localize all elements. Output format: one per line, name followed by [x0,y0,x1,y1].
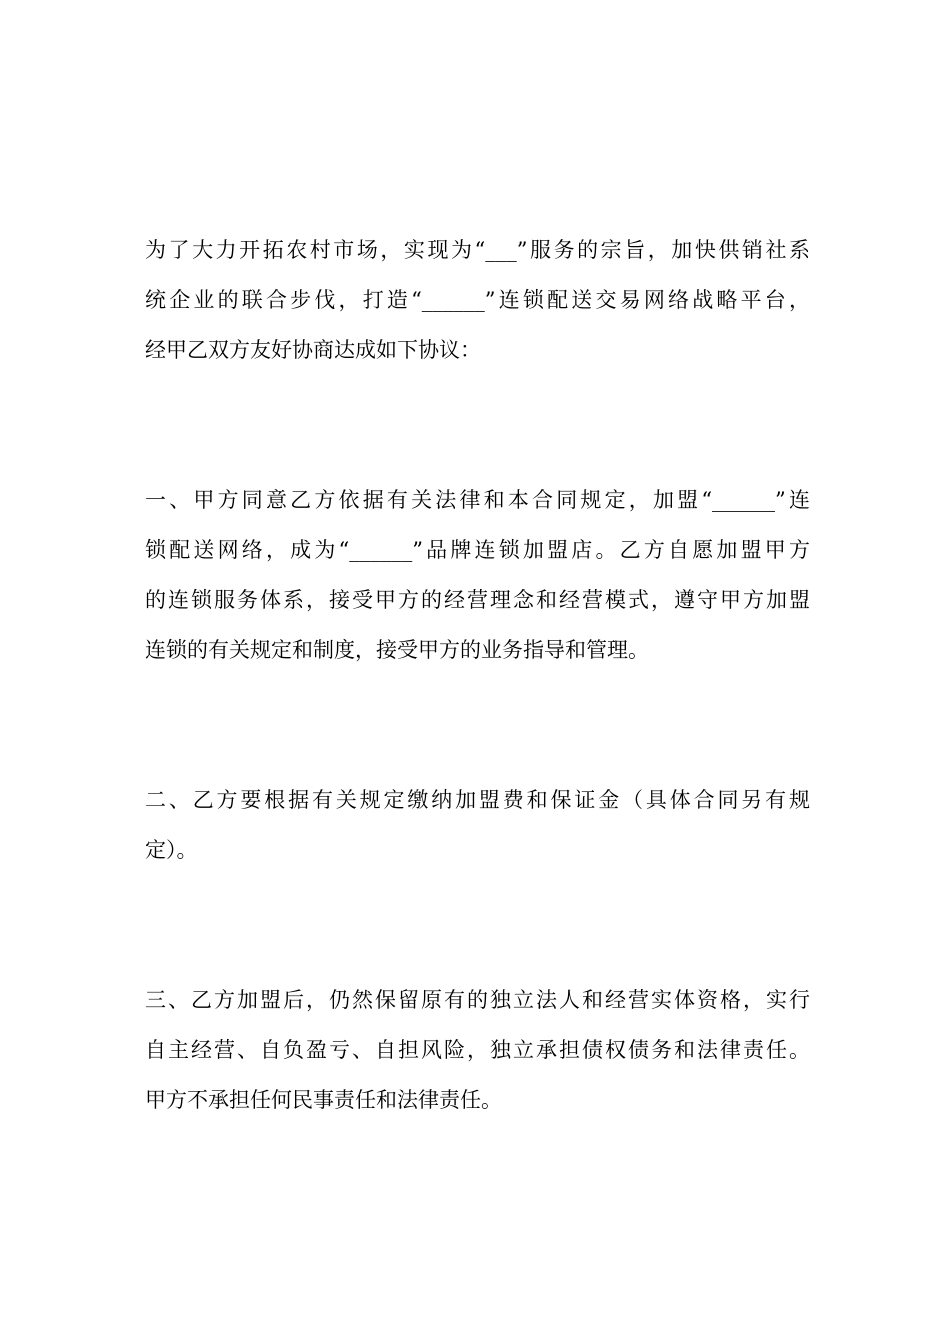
clause-2-line: 定）。 [145,838,198,862]
clause-3-line: 自主经营、自负盈亏、自担风险，独立承担债权债务和法律责任。 [145,1038,810,1062]
clause-1-line: 一、甲方同意乙方依据有关法律和本合同规定，加盟“______”连 [145,488,810,512]
clause-2-paragraph [145,775,810,875]
clause-3-line: 甲方不承担任何民事责任和法律责任。 [145,1088,502,1112]
clause-1-line: 连锁的有关规定和制度，接受甲方的业务指导和管理。 [145,638,649,662]
clause-3-paragraph [145,975,810,1125]
clause-1-paragraph [145,475,810,675]
intro-line: 为了大力开拓农村市场，实现为“___”服务的宗旨，加快供销社系 [145,238,810,262]
intro-paragraph [145,225,810,375]
clause-3-line: 三、乙方加盟后，仍然保留原有的独立法人和经营实体资格，实行 [145,988,810,1012]
clause-2-line: 二、乙方要根据有关规定缴纳加盟费和保证金（具体合同另有规 [145,788,810,812]
clause-1-line: 的连锁服务体系，接受甲方的经营理念和经营模式，遵守甲方加盟 [145,588,810,612]
intro-line: 经甲乙双方友好协商达成如下协议： [145,338,481,362]
clause-1-line: 锁配送网络，成为“______”品牌连锁加盟店。乙方自愿加盟甲方 [145,538,810,562]
intro-line: 统企业的联合步伐，打造“______”连锁配送交易网络战略平台， [145,288,810,312]
